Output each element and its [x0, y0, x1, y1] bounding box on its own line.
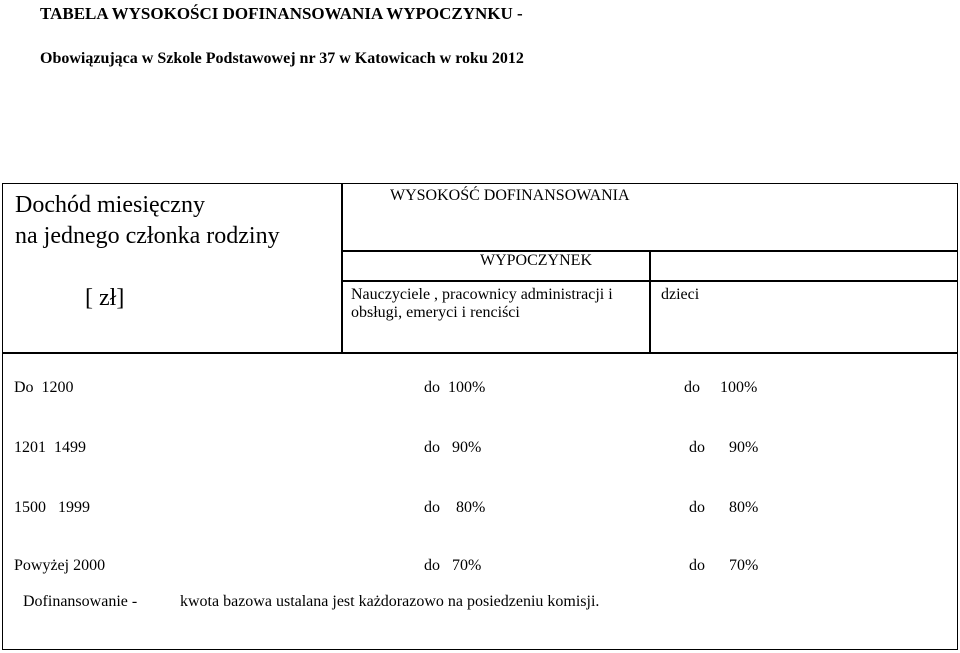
row-4-staff: do 70%	[424, 557, 482, 574]
row-3-income: 1500 1999	[14, 499, 90, 516]
row-2-children: do 90%	[689, 439, 759, 456]
row-4-children: do 70%	[689, 557, 759, 574]
header-divider-horizontal-1	[341, 250, 958, 252]
income-column-header	[15, 190, 280, 252]
row-1-children: do 100%	[684, 379, 758, 396]
row-4-income: Powyżej 2000	[14, 557, 106, 574]
rest-header: WYPOCZYNEK	[480, 252, 592, 269]
funding-table	[2, 183, 958, 650]
header-divider-horizontal-2	[341, 280, 958, 282]
row-3-staff: do 80%	[424, 499, 486, 516]
funding-header: WYSOKOŚĆ DOFINANSOWANIA	[390, 187, 630, 204]
row-3-children: do 80%	[689, 499, 759, 516]
income-header-line-1: Dochód miesięczny	[15, 192, 205, 218]
row-2-income: 1201 1499	[14, 439, 86, 456]
footer-note: kwota bazowa ustalana jest każdorazowo na posiedzeniu komisji.	[180, 593, 600, 610]
header-bottom-line	[3, 352, 958, 354]
header-divider-vertical-1	[341, 184, 343, 352]
row-2-staff: do 90%	[424, 439, 482, 456]
document-subtitle: Obowiązująca w Szkole Podstawowej nr 37 w Katowicach w roku 2012	[40, 50, 524, 67]
income-unit: [ zł]	[85, 285, 125, 311]
staff-group-header: Nauczyciele , pracownicy administracji i obsługi, emeryci i renciści	[351, 286, 613, 321]
children-group-header: dzieci	[661, 286, 700, 303]
document-title: TABELA WYSOKOŚCI DOFINANSOWANIA WYPOCZYNKU -	[40, 4, 523, 23]
row-1-staff: do 100%	[424, 379, 486, 396]
row-1-income: Do 1200	[14, 379, 74, 396]
footer-label: Dofinansowanie -	[23, 593, 138, 610]
header-divider-vertical-2	[649, 250, 651, 352]
income-header-line-2: na jednego członka rodziny	[15, 223, 280, 249]
